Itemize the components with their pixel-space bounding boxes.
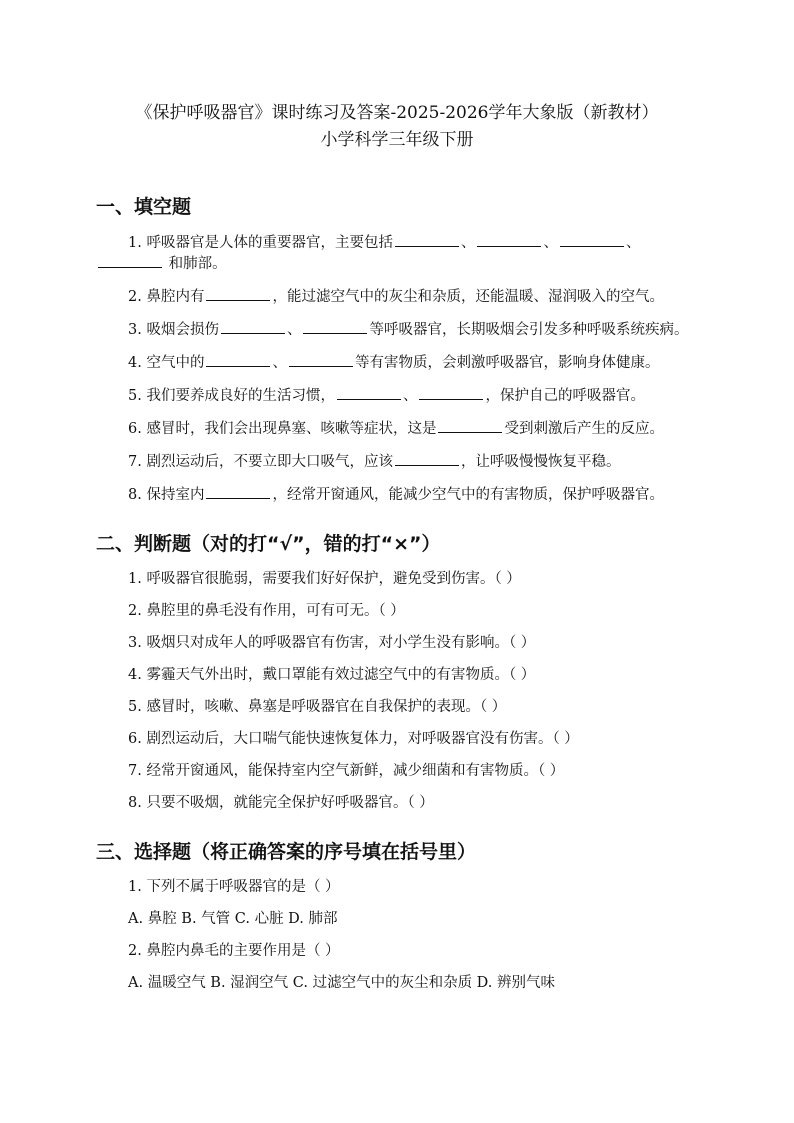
blank[interactable] — [221, 319, 285, 334]
fill-question-4: 4. 空气中的 、 等有害物质，会刺激呼吸器官，影响身体健康。 — [96, 352, 698, 373]
fill-question-6: 6. 感冒时，我们会出现鼻塞、咳嗽等症状，这是 受到刺激后产生的反应。 — [96, 418, 698, 439]
fill-question-8: 8. 保持室内 ，经常开窗通风，能减少空气中的有害物质，保护呼吸器官。 — [96, 484, 698, 505]
fill-question-7: 7. 剧烈运动后，不要立即大口吸气，应该 ，让呼吸慢慢恢复平稳。 — [96, 451, 698, 472]
blank[interactable] — [206, 352, 270, 367]
title-line-1: 《保护呼吸器官》课时练习及答案-2025-2026学年大象版（新教材） — [135, 103, 659, 123]
judge-question-1: 1. 呼吸器官很脆弱，需要我们好好保护，避免受到伤害。（ ） — [128, 571, 521, 587]
section3-title: 三、选择题（将正确答案的序号填在括号里） — [96, 841, 477, 863]
blank[interactable] — [98, 253, 162, 268]
judge-question-8: 8. 只要不吸烟，就能完全保护好呼吸器官。（ ） — [128, 795, 434, 811]
judge-question-7: 7. 经常开窗通风，能保持室内空气新鲜，减少细菌和有害物质。（ ） — [128, 763, 565, 779]
choice-question-1: 1. 下列不属于呼吸器官的是（ ） — [128, 879, 340, 895]
choice-options-2: A. 温暖空气 B. 湿润空气 C. 过滤空气中的灰尘和杂质 D. 辨别气味 — [128, 975, 556, 991]
judge-question-2: 2. 鼻腔里的鼻毛没有作用，可有可无。（ ） — [128, 603, 405, 619]
blank[interactable] — [438, 418, 502, 433]
blank[interactable] — [337, 385, 401, 400]
title-line-2: 小学科学三年级下册 — [320, 130, 474, 150]
blank[interactable] — [206, 484, 270, 499]
fill-question-2: 2. 鼻腔内有 ，能过滤空气中的灰尘和杂质，还能温暖、湿润吸入的空气。 — [96, 286, 698, 307]
blank[interactable] — [289, 352, 353, 367]
fill-question-5: 5. 我们要养成良好的生活习惯， 、 ，保护自己的呼吸器官。 — [96, 385, 698, 406]
judge-question-5: 5. 感冒时，咳嗽、鼻塞是呼吸器官在自我保护的表现。（ ） — [128, 699, 507, 715]
choice-options-1: A. 鼻腔 B. 气管 C. 心脏 D. 肺部 — [128, 911, 338, 927]
blank[interactable] — [419, 385, 483, 400]
section2-title: 二、判断题（对的打“√”，错的打“×”） — [96, 533, 441, 555]
blank[interactable] — [395, 232, 459, 247]
q-num: 1. — [128, 235, 142, 251]
judge-question-3: 3. 吸烟只对成年人的呼吸器官有伤害，对小学生没有影响。（ ） — [128, 635, 536, 651]
choice-question-2: 2. 鼻腔内鼻毛的主要作用是（ ） — [128, 943, 340, 959]
fill-question-1: 1. 呼吸器官是人体的重要器官，主要包括 、 、 、 和肺部。 — [96, 232, 698, 274]
section1-title: 一、填空题 — [96, 196, 192, 218]
fill-question-3: 3. 吸烟会损伤 、 等呼吸器官，长期吸烟会引发多种呼吸系统疾病。 — [96, 319, 698, 340]
blank[interactable] — [560, 232, 624, 247]
judge-question-4: 4. 雾霾天气外出时，戴口罩能有效过滤空气中的有害物质。（ ） — [128, 667, 536, 683]
judge-question-6: 6. 剧烈运动后，大口喘气能快速恢复体力，对呼吸器官没有伤害。（ ） — [128, 731, 579, 747]
blank[interactable] — [206, 286, 270, 301]
blank[interactable] — [477, 232, 541, 247]
blank[interactable] — [303, 319, 367, 334]
blank[interactable] — [395, 451, 459, 466]
